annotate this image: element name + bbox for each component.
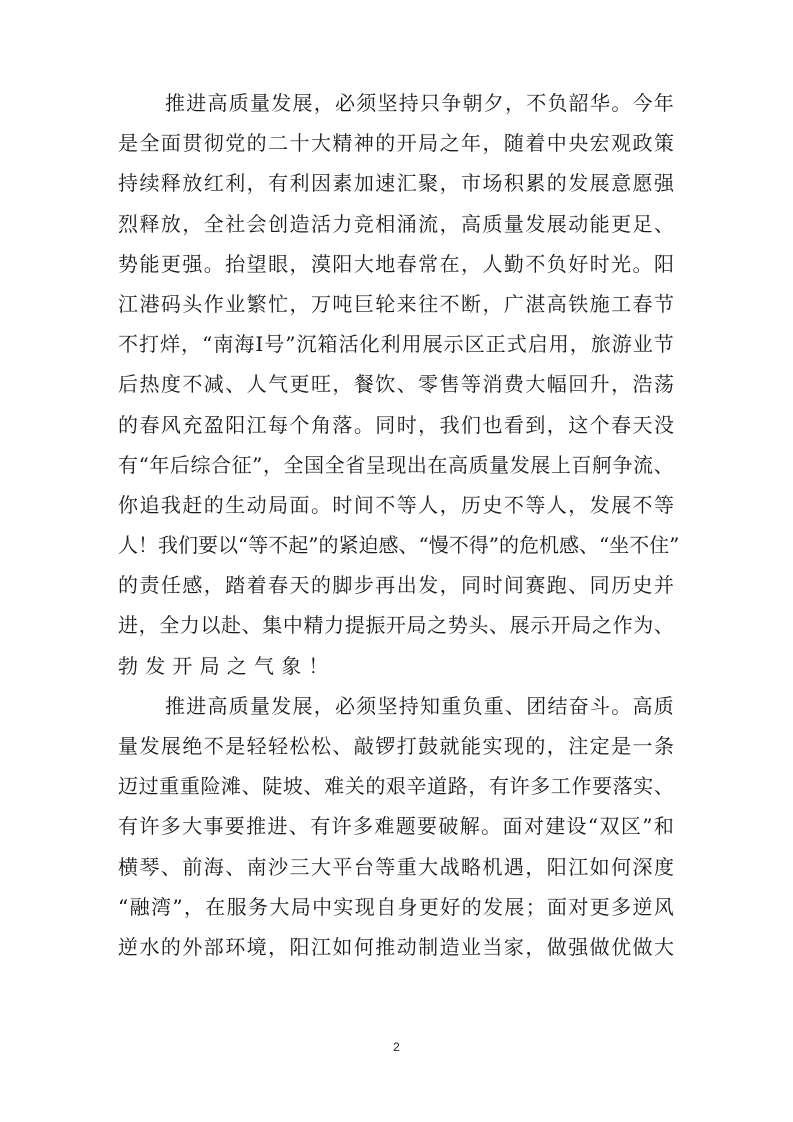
document-body	[118, 83, 680, 967]
text-line: 迈 过 重 重 险 滩 、 陡 坡 、 难 关 的 艰 辛 道 路 ， 有 许 多 工 作 要 落 实 、	[118, 774, 674, 799]
text-line: 勃发开局之气象！	[118, 653, 336, 678]
paragraph-1	[118, 83, 680, 686]
text-line: 推 进 高 质 量 发 展 ， 必 须 坚 持 只 争 朝 夕 ， 不 负 韶 华 。 今 年	[165, 91, 674, 115]
text-line: 持 续 释 放 红 利 ， 有 利 因 素 加 速 汇 聚 ， 市 场 积 累 的 发 展 意 愿 强	[118, 171, 674, 196]
text-line: 不 打 烊 ， “ 南 海 Ⅰ 号 ” 沉 箱 活 化 利 用 展 示 区 正 式 启 用 ， 旅 游 业 节	[118, 332, 674, 357]
text-line: 逆 水 的 外 部 环 境 ， 阳 江 如 何 推 动 制 造 业 当 家 ， 做 强 做 优 做 大	[118, 934, 674, 959]
text-line: 势 能 更 强 。 抬 望 眼 ， 漠 阳 大 地 春 常 在 ， 人 勤 不 负 好 时 光 。 阳	[118, 251, 674, 276]
text-line: 有 许 多 大 事 要 推 进 、 有 许 多 难 题 要 破 解 。 面 对 建 设 “ 双 区 ” 和	[118, 814, 674, 839]
text-line: 江 港 码 头 作 业 繁 忙 ， 万 吨 巨 轮 来 往 不 断 ， 广 湛 高 铁 施 工 春 节	[118, 291, 674, 316]
text-line: 你 追 我 赶 的 生 动 局 面 。 时 间 不 等 人 ， 历 史 不 等 人 ， 发 展 不 等	[118, 492, 674, 517]
text-line: 的 春 风 充 盈 阳 江 每 个 角 落 。 同 时 ， 我 们 也 看 到 ， 这 个 春 天 没	[118, 412, 674, 437]
paragraph-2	[118, 686, 674, 967]
text-line: 的 责 任 感 ， 踏 着 春 天 的 脚 步 再 出 发 ， 同 时 间 赛 跑 、 同 历 史 并	[118, 573, 674, 598]
page-number: 2	[393, 1040, 400, 1054]
text-line: 后 热 度 不 减 、 人 气 更 旺 ， 餐 饮 、 零 售 等 消 费 大 幅 回 升 ， 浩 荡	[118, 372, 674, 397]
text-line: 是 全 面 贯 彻 党 的 二 十 大 精 神 的 开 局 之 年 ， 随 着 中 央 宏 观 政 策	[118, 131, 674, 156]
text-line: 进 ， 全 力 以 赴 、 集 中 精 力 提 振 开 局 之 势 头 、 展 示 开 局 之 作 为 、	[118, 613, 674, 638]
text-line: “ 融 湾 ” ， 在 服 务 大 局 中 实 现 自 身 更 好 的 发 展 ； 面 对 更 多 逆 风	[118, 894, 674, 919]
text-line: 量 发 展 绝 不 是 轻 轻 松 松 、 敲 锣 打 鼓 就 能 实 现 的 ， 注 定 是 一 条	[118, 734, 674, 758]
text-line: 人 ！ 我 们 要 以 “ 等 不 起 ” 的 紧 迫 感 、 “ 慢 不 得 ” 的 危 机 感 、 “ 坐 不 住 ”	[118, 533, 680, 558]
text-line: 烈 释 放 ， 全 社 会 创 造 活 力 竞 相 涌 流 ， 高 质 量 发 展 动 能 更 足 、	[118, 211, 674, 236]
text-line: 横 琴 、 前 海 、 南 沙 三 大 平 台 等 重 大 战 略 机 遇 ， 阳 江 如 何 深 度	[118, 854, 674, 879]
text-line: 有 “ 年 后 综 合 征 ” ， 全 国 全 省 呈 现 出 在 高 质 量 发 展 上 百 舸 争 流 、	[118, 452, 674, 477]
text-line: 推 进 高 质 量 发 展 ， 必 须 坚 持 知 重 负 重 、 团 结 奋 斗 。 高 质	[165, 693, 674, 718]
